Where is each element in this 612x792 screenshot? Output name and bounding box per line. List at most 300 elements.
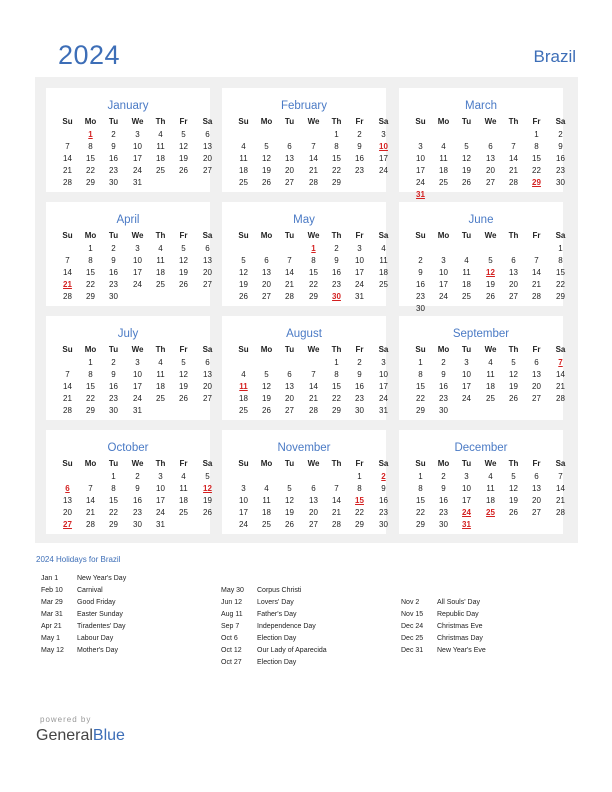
- calendar-day: 3: [357, 244, 362, 253]
- holiday-day: 11: [239, 382, 248, 391]
- calendar-day: 10: [133, 370, 142, 379]
- month-september: [399, 316, 566, 420]
- calendar-day: 9: [441, 370, 446, 379]
- calendar-day: 22: [355, 508, 364, 517]
- calendar-day: 22: [309, 280, 318, 289]
- calendar-day: 6: [205, 244, 210, 253]
- holiday-date: Oct 27: [221, 659, 242, 666]
- holiday-date: Mar 31: [41, 611, 63, 618]
- calendar-day: 25: [156, 280, 165, 289]
- calendar-day: 9: [357, 142, 362, 151]
- calendar-day: 2: [111, 244, 116, 253]
- calendar-day: 12: [462, 154, 471, 163]
- calendar-day: 4: [181, 472, 186, 481]
- weekday-label: Su: [415, 459, 426, 468]
- calendar-day: 26: [262, 178, 271, 187]
- calendar-day: 24: [379, 166, 388, 175]
- calendar-day: 21: [309, 394, 318, 403]
- calendar-day: 3: [158, 472, 163, 481]
- holiday-date: Jan 1: [41, 575, 59, 582]
- calendar-day: 23: [355, 394, 364, 403]
- holiday-column: [401, 599, 486, 659]
- weekday-label: Su: [238, 117, 249, 126]
- weekday-label: Th: [155, 231, 166, 240]
- calendar-day: 1: [334, 358, 339, 367]
- holiday-name: Good Friday: [77, 599, 116, 606]
- calendar-day: 18: [439, 166, 448, 175]
- calendar-day: 21: [332, 508, 341, 517]
- calendar-day: 16: [109, 154, 118, 163]
- month-august: [222, 316, 389, 420]
- calendar-day: 24: [133, 166, 142, 175]
- calendar-day: 10: [416, 154, 425, 163]
- weekday-label: Sa: [378, 459, 389, 468]
- calendar-day: 7: [311, 370, 316, 379]
- calendar-day: 8: [88, 256, 93, 265]
- calendar-day: 26: [509, 394, 518, 403]
- weekday-label: Th: [155, 459, 166, 468]
- calendar-day: 19: [486, 280, 495, 289]
- calendar-day: 24: [239, 520, 248, 529]
- calendar-day: 23: [556, 166, 565, 175]
- weekday-label: Th: [331, 117, 342, 126]
- calendar-day: 20: [262, 280, 271, 289]
- weekday-label: Mo: [437, 459, 450, 468]
- calendar-day: 26: [462, 178, 471, 187]
- calendar-day: 27: [203, 166, 212, 175]
- month-march: [399, 88, 566, 199]
- calendar-day: 29: [556, 292, 565, 301]
- weekday-label: Th: [508, 231, 519, 240]
- holiday-name: Republic Day: [437, 611, 479, 618]
- calendar-day: 16: [556, 154, 565, 163]
- calendar-day: 4: [488, 358, 493, 367]
- weekday-label: We: [307, 231, 320, 240]
- weekday-label: We: [484, 459, 497, 468]
- calendar-day: 12: [179, 142, 188, 151]
- weekday-label: Su: [62, 231, 73, 240]
- calendar-day: 28: [63, 292, 72, 301]
- calendar-day: 28: [309, 406, 318, 415]
- holiday-row: [41, 599, 126, 611]
- calendar-day: 2: [357, 358, 362, 367]
- calendar-day: 1: [357, 472, 362, 481]
- calendar-day: 9: [334, 256, 339, 265]
- calendar-day: 25: [239, 406, 248, 415]
- calendar-day: 2: [558, 130, 563, 139]
- calendar-day: 4: [381, 244, 386, 253]
- weekday-label: Th: [331, 231, 342, 240]
- calendar-day: 29: [86, 292, 95, 301]
- calendar-day: 9: [381, 484, 386, 493]
- calendar-day: 22: [86, 280, 95, 289]
- calendar-day: 30: [439, 520, 448, 529]
- calendar-day: 27: [203, 280, 212, 289]
- weekday-label: Fr: [532, 345, 541, 354]
- calendar-day: 14: [63, 154, 72, 163]
- year-title: 2024: [58, 40, 121, 70]
- calendar-day: 9: [357, 370, 362, 379]
- holiday-name: Election Day: [257, 659, 297, 666]
- holiday-name: Carnival: [77, 587, 103, 594]
- weekday-label: Mo: [437, 117, 450, 126]
- calendar-day: 11: [156, 142, 165, 151]
- calendar-day: 22: [332, 166, 341, 175]
- calendar-day: 8: [111, 484, 116, 493]
- holiday-name: Our Lady of Aparecida: [257, 647, 327, 654]
- calendar-day: 13: [203, 256, 212, 265]
- calendar-day: 27: [509, 292, 518, 301]
- weekday-label: We: [484, 117, 497, 126]
- calendar-day: 24: [355, 280, 364, 289]
- weekday-label: Su: [238, 231, 249, 240]
- calendar-day: 20: [285, 394, 294, 403]
- calendar-day: 25: [156, 166, 165, 175]
- calendar-day: 3: [135, 244, 140, 253]
- calendar-day: 7: [558, 472, 563, 481]
- calendar-day: 15: [86, 382, 95, 391]
- calendar-day: 16: [332, 268, 341, 277]
- calendar-day: 11: [239, 154, 248, 163]
- calendar-day: 25: [486, 394, 495, 403]
- calendar-day: 17: [239, 508, 248, 517]
- calendar-day: 15: [109, 496, 118, 505]
- calendar-day: 26: [509, 508, 518, 517]
- holiday-row: [221, 611, 327, 623]
- calendar-day: 12: [285, 496, 294, 505]
- weekday-label: Fr: [179, 345, 188, 354]
- calendar-day: 15: [532, 154, 541, 163]
- calendar-day: 19: [179, 268, 188, 277]
- holiday-name: Mother's Day: [77, 647, 119, 654]
- calendar-day: 17: [355, 268, 364, 277]
- calendar-day: 29: [355, 520, 364, 529]
- holiday-name: Tiradentes' Day: [77, 623, 126, 630]
- calendar-day: 24: [156, 508, 165, 517]
- calendar-day: 6: [488, 142, 493, 151]
- calendar-day: 30: [416, 304, 425, 313]
- weekday-label: Sa: [378, 117, 389, 126]
- weekday-label: Tu: [284, 231, 295, 240]
- calendar-day: 14: [532, 268, 541, 277]
- calendar-day: 11: [156, 370, 165, 379]
- calendar-day: 8: [88, 370, 93, 379]
- holiday-day: 29: [532, 178, 541, 187]
- calendar-day: 28: [63, 178, 72, 187]
- calendar-day: 5: [181, 244, 186, 253]
- calendar-day: 7: [65, 256, 70, 265]
- holiday-row: [401, 599, 486, 611]
- calendar-day: 26: [179, 394, 188, 403]
- weekday-label: We: [307, 345, 320, 354]
- calendar-day: 16: [355, 154, 364, 163]
- holiday-row: [221, 599, 327, 611]
- calendar-day: 8: [418, 370, 423, 379]
- weekday-label: We: [484, 231, 497, 240]
- weekday-label: Fr: [532, 117, 541, 126]
- calendar-day: 15: [332, 382, 341, 391]
- calendar-day: 18: [239, 166, 248, 175]
- calendar-day: 19: [239, 280, 248, 289]
- calendar-day: 4: [158, 244, 163, 253]
- calendar-day: 27: [486, 178, 495, 187]
- calendar-day: 6: [264, 256, 269, 265]
- calendar-day: 28: [332, 520, 341, 529]
- weekday-label: Fr: [179, 231, 188, 240]
- brand-blue: Blue: [92, 727, 125, 744]
- calendar-day: 10: [133, 142, 142, 151]
- weekday-label: Su: [62, 117, 73, 126]
- calendar-day: 7: [88, 484, 93, 493]
- holiday-date: Jun 12: [221, 599, 243, 606]
- calendar-day: 16: [439, 496, 448, 505]
- calendar-day: 23: [133, 508, 142, 517]
- calendar-day: 6: [287, 142, 292, 151]
- calendar-day: 14: [63, 268, 72, 277]
- calendar-day: 27: [203, 394, 212, 403]
- calendar-day: 15: [416, 496, 425, 505]
- calendar-day: 28: [86, 520, 95, 529]
- calendar-day: 5: [181, 130, 186, 139]
- holiday-date: Sep 7: [221, 623, 240, 630]
- calendar-day: 1: [534, 130, 539, 139]
- calendar-day: 23: [355, 166, 364, 175]
- calendar-day: 31: [156, 520, 165, 529]
- weekday-label: We: [131, 459, 144, 468]
- calendar-day: 30: [109, 406, 118, 415]
- calendar-day: 18: [379, 268, 388, 277]
- calendar-day: 19: [179, 154, 188, 163]
- month-june: [399, 202, 566, 313]
- weekday-label: Sa: [555, 117, 566, 126]
- calendar-day: 4: [464, 256, 469, 265]
- calendar-day: 9: [418, 268, 423, 277]
- calendar-day: 26: [486, 292, 495, 301]
- calendar-day: 22: [332, 394, 341, 403]
- calendar-day: 13: [509, 268, 518, 277]
- calendar-day: 21: [532, 280, 541, 289]
- calendar-day: 30: [556, 178, 565, 187]
- calendar-day: 2: [441, 358, 446, 367]
- calendar-day: 12: [179, 370, 188, 379]
- weekday-label: Su: [238, 345, 249, 354]
- holiday-day: 10: [379, 142, 388, 151]
- calendar-day: 22: [556, 280, 565, 289]
- calendar-day: 15: [332, 154, 341, 163]
- calendar-day: 1: [558, 244, 563, 253]
- holiday-name: New Year's Day: [77, 575, 127, 582]
- calendar-day: 21: [309, 166, 318, 175]
- calendar-day: 8: [558, 256, 563, 265]
- calendar-day: 16: [379, 496, 388, 505]
- calendar-day: 21: [556, 496, 565, 505]
- weekday-label: We: [307, 459, 320, 468]
- holiday-row: [41, 647, 126, 659]
- weekday-label: Tu: [461, 459, 472, 468]
- calendar-day: 28: [309, 178, 318, 187]
- weekday-label: Tu: [108, 459, 119, 468]
- weekday-label: Tu: [284, 117, 295, 126]
- calendar-day: 17: [416, 166, 425, 175]
- calendar-day: 26: [203, 508, 212, 517]
- calendar-day: 23: [109, 166, 118, 175]
- calendar-day: 1: [418, 358, 423, 367]
- holiday-row: [41, 587, 126, 599]
- calendar-day: 3: [381, 358, 386, 367]
- calendar-day: 21: [86, 508, 95, 517]
- calendar-day: 20: [532, 496, 541, 505]
- calendar-day: 5: [511, 358, 516, 367]
- weekday-label: Tu: [461, 345, 472, 354]
- calendar-day: 11: [486, 370, 495, 379]
- weekday-label: Su: [415, 117, 426, 126]
- calendar-day: 15: [86, 268, 95, 277]
- month-title: August: [286, 328, 322, 340]
- calendar-day: 3: [441, 256, 446, 265]
- calendar-day: 19: [262, 166, 271, 175]
- calendar-day: 15: [309, 268, 318, 277]
- calendar-day: 23: [109, 394, 118, 403]
- month-title: October: [107, 442, 149, 454]
- calendar-day: 9: [558, 142, 563, 151]
- weekday-label: Sa: [202, 459, 213, 468]
- weekday-label: Fr: [355, 231, 364, 240]
- calendar-day: 9: [111, 370, 116, 379]
- calendar-day: 18: [156, 154, 165, 163]
- calendar-day: 28: [556, 394, 565, 403]
- holiday-date: Nov 2: [401, 599, 420, 606]
- weekday-label: Sa: [202, 345, 213, 354]
- month-title: March: [465, 100, 497, 112]
- holiday-date: Dec 24: [401, 623, 424, 630]
- holiday-name: Lovers' Day: [257, 599, 294, 606]
- calendar-day: 2: [357, 130, 362, 139]
- calendar-day: 3: [464, 472, 469, 481]
- calendar-day: 21: [556, 382, 565, 391]
- calendar-day: 20: [63, 508, 72, 517]
- holiday-day: 15: [355, 496, 364, 505]
- calendar-day: 10: [462, 484, 471, 493]
- calendar-day: 8: [334, 142, 339, 151]
- weekday-label: Tu: [108, 345, 119, 354]
- calendar-day: 6: [534, 358, 539, 367]
- holiday-date: Aug 11: [221, 611, 243, 618]
- holiday-row: [41, 575, 126, 587]
- holiday-date: Nov 15: [401, 611, 424, 618]
- calendar-day: 11: [439, 154, 448, 163]
- calendar-day: 4: [441, 142, 446, 151]
- calendar-day: 26: [285, 520, 294, 529]
- holiday-date: May 30: [221, 587, 244, 594]
- weekday-label: We: [131, 231, 144, 240]
- month-title: November: [277, 442, 331, 454]
- calendar-day: 24: [439, 292, 448, 301]
- holiday-date: Dec 25: [401, 635, 424, 642]
- calendar-day: 3: [241, 484, 246, 493]
- calendar-day: 29: [86, 406, 95, 415]
- powered-by-text: powered by: [40, 715, 92, 724]
- holiday-name: Easter Sunday: [77, 611, 123, 618]
- calendar-day: 30: [379, 520, 388, 529]
- calendar-day: 28: [63, 406, 72, 415]
- calendar-day: 12: [509, 370, 518, 379]
- weekday-label: Fr: [355, 117, 364, 126]
- calendar-day: 10: [133, 256, 142, 265]
- weekday-label: Su: [62, 459, 73, 468]
- calendar-day: 17: [133, 382, 142, 391]
- calendar-day: 17: [462, 496, 471, 505]
- calendar-day: 18: [179, 496, 188, 505]
- holiday-date: Mar 29: [41, 599, 63, 606]
- calendar-day: 17: [439, 280, 448, 289]
- calendar-day: 10: [462, 370, 471, 379]
- calendar-day: 23: [439, 508, 448, 517]
- calendar-day: 3: [418, 142, 423, 151]
- calendar-day: 14: [63, 382, 72, 391]
- calendar-day: 3: [464, 358, 469, 367]
- weekday-label: Tu: [108, 117, 119, 126]
- weekday-label: Mo: [260, 117, 273, 126]
- calendar-day: 23: [109, 280, 118, 289]
- holiday-day: 25: [486, 508, 495, 517]
- holiday-name: Christmas Day: [437, 635, 483, 642]
- country-title: Brazil: [533, 47, 576, 66]
- calendar-day: 6: [511, 256, 516, 265]
- calendar-day: 12: [179, 256, 188, 265]
- calendar-day: 4: [264, 484, 269, 493]
- calendar-day: 13: [532, 370, 541, 379]
- month-title: September: [452, 328, 510, 340]
- calendar-day: 30: [439, 406, 448, 415]
- weekday-label: Fr: [355, 345, 364, 354]
- calendar-day: 1: [111, 472, 116, 481]
- weekday-label: Su: [415, 231, 426, 240]
- holiday-row: [221, 647, 327, 659]
- calendar-day: 26: [179, 166, 188, 175]
- calendar-day: 16: [439, 382, 448, 391]
- calendar-day: 7: [287, 256, 292, 265]
- weekday-label: Tu: [461, 231, 472, 240]
- calendar-day: 29: [416, 406, 425, 415]
- month-title: February: [280, 100, 328, 112]
- calendar-day: 14: [332, 496, 341, 505]
- calendar-day: 26: [262, 406, 271, 415]
- weekday-label: We: [131, 117, 144, 126]
- calendar-day: 17: [462, 382, 471, 391]
- calendar-day: 28: [285, 292, 294, 301]
- calendar-day: 17: [133, 154, 142, 163]
- month-january: [46, 88, 213, 192]
- calendar-day: 11: [262, 496, 271, 505]
- calendar-day: 11: [379, 256, 388, 265]
- holiday-row: [401, 647, 486, 659]
- brand-logo: [36, 727, 125, 745]
- weekday-label: Fr: [532, 231, 541, 240]
- holiday-day: 1: [88, 130, 93, 139]
- holiday-row: [41, 611, 126, 623]
- calendar-day: 19: [509, 382, 518, 391]
- holiday-row: [401, 635, 486, 647]
- calendar-day: 22: [416, 508, 425, 517]
- calendar-day: 29: [332, 178, 341, 187]
- holiday-date: Oct 12: [221, 647, 242, 654]
- calendar-day: 5: [264, 370, 269, 379]
- month-july: [46, 316, 213, 420]
- month-april: [46, 202, 213, 306]
- weekday-label: Mo: [84, 117, 97, 126]
- calendar-day: 17: [156, 496, 165, 505]
- holiday-row: [221, 587, 327, 599]
